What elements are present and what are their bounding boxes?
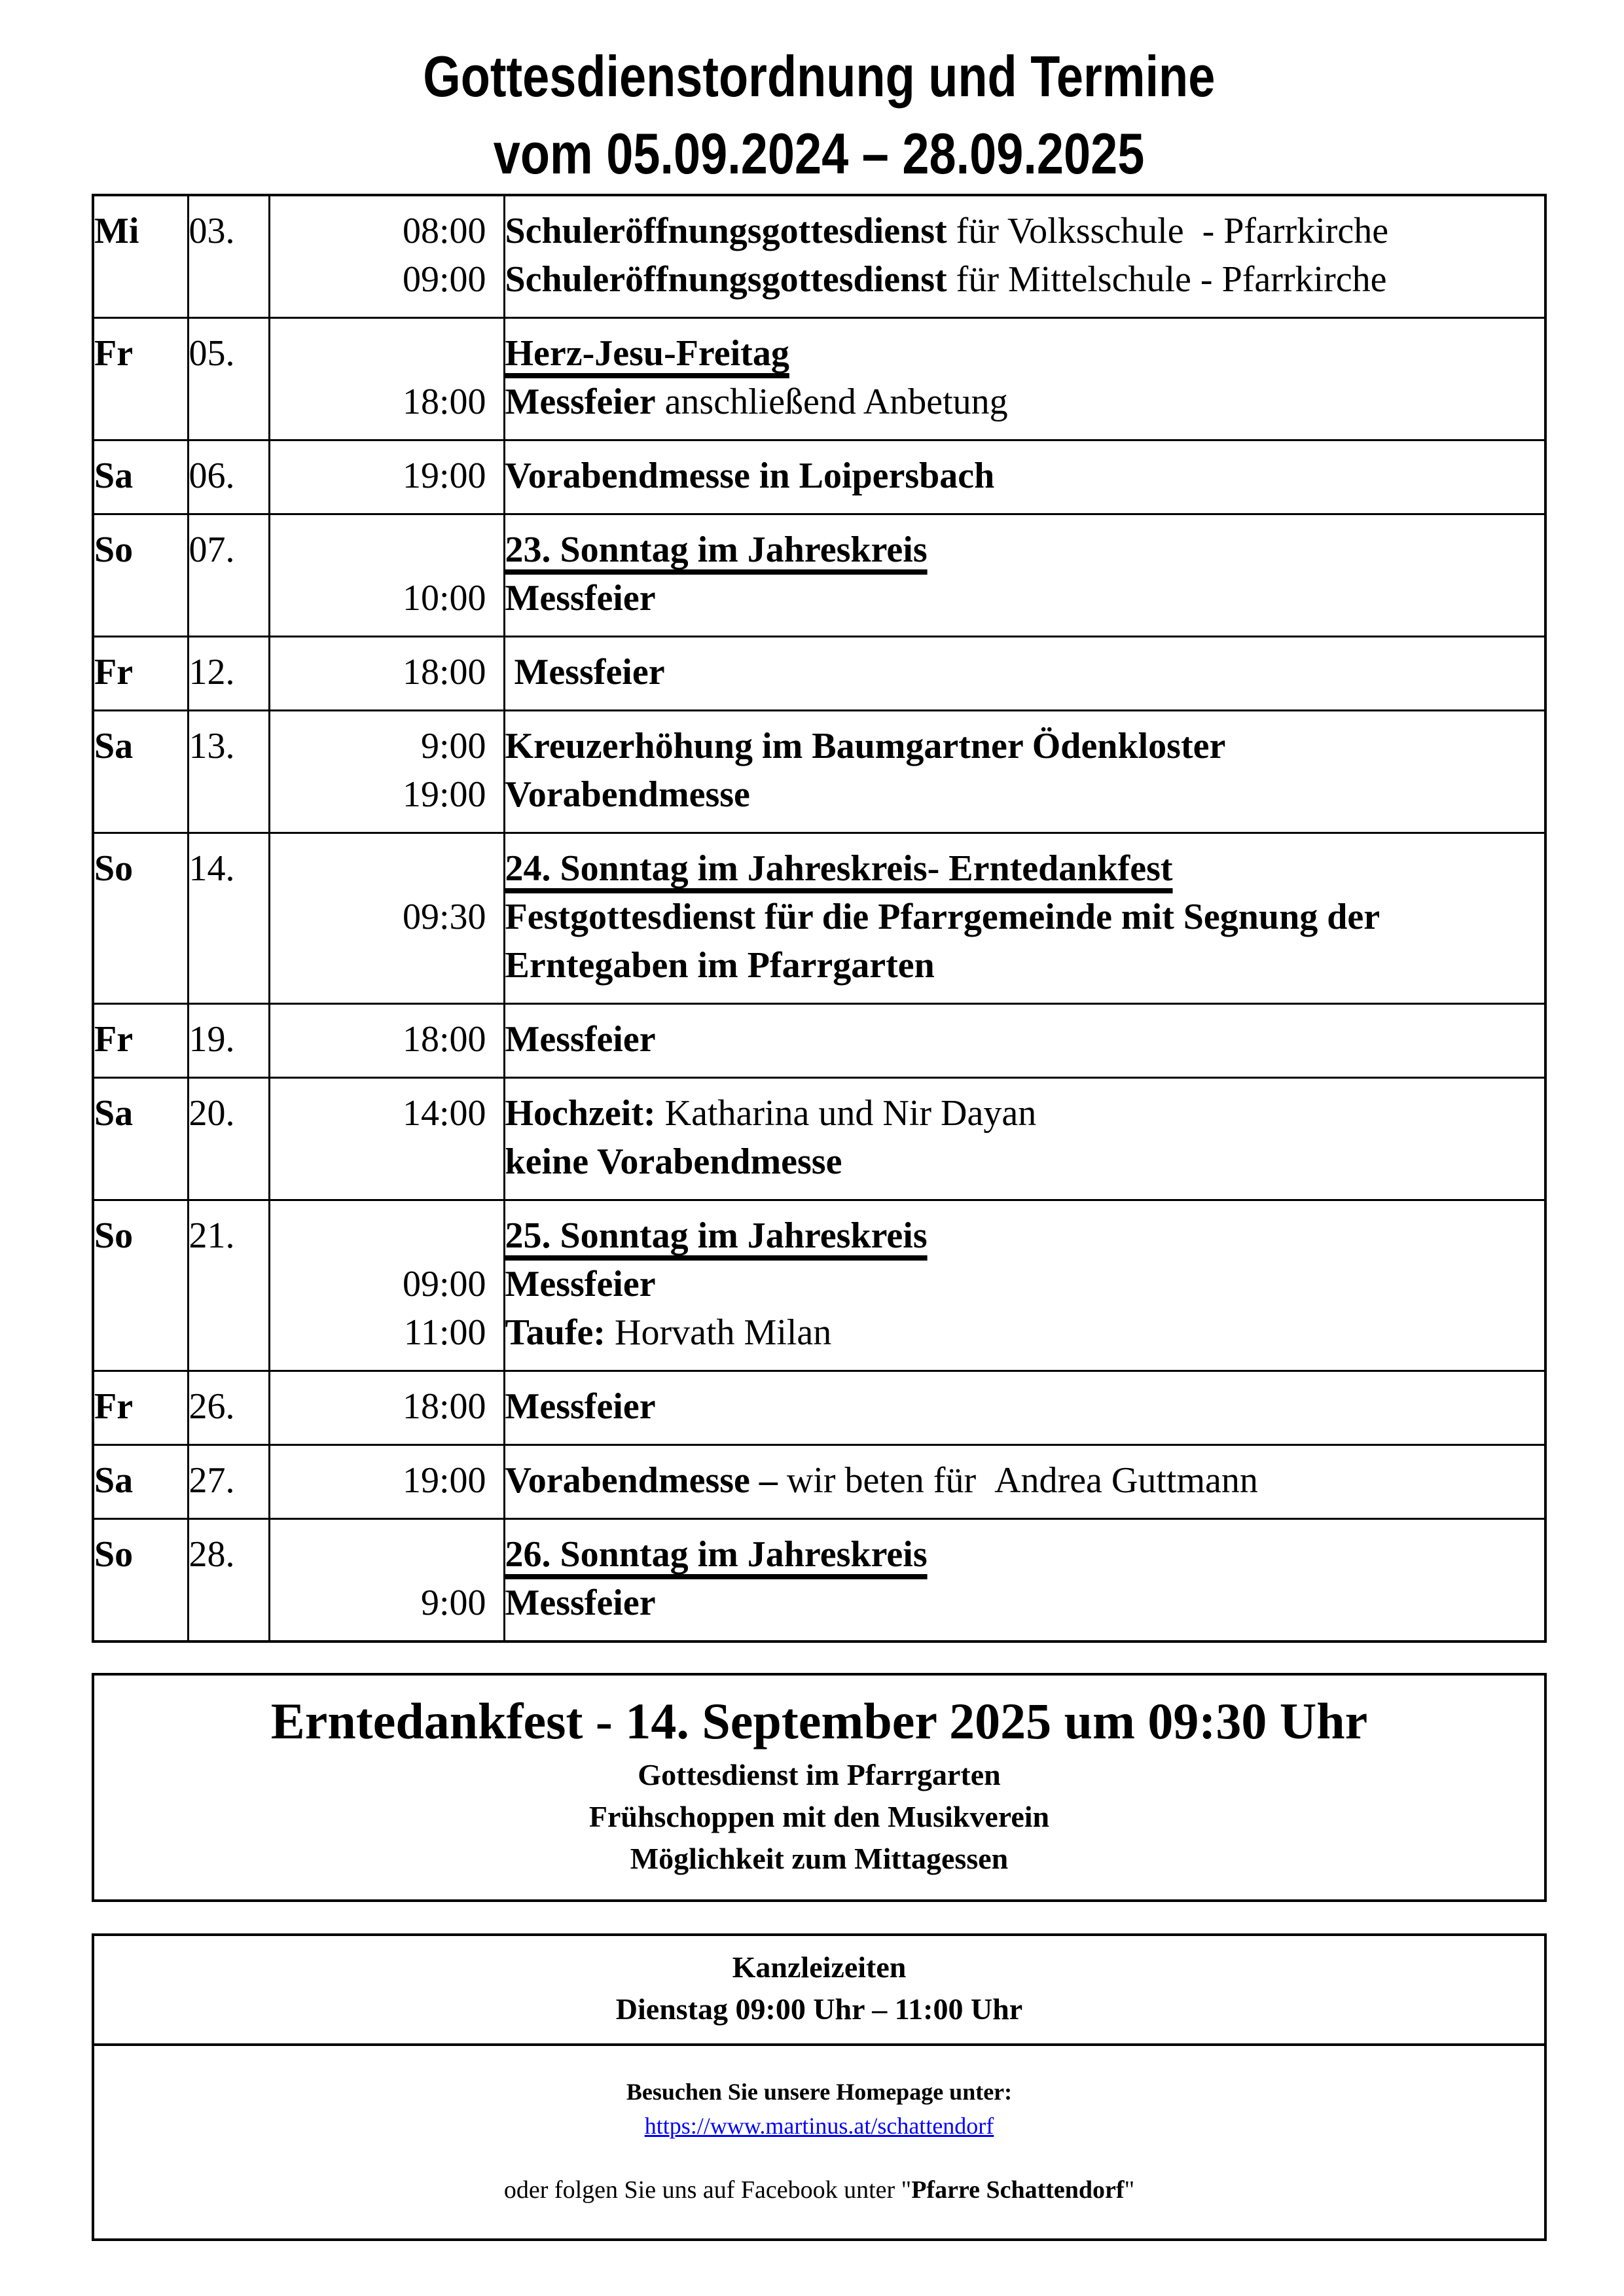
day-cell: Sa [93, 1445, 188, 1519]
erntedankfest-line: Frühschoppen mit den Musikverein [588, 1800, 1050, 1833]
time-value: 19:00 [402, 1460, 486, 1501]
event-line [505, 1579, 1545, 1627]
event-text-segment: Messfeier [505, 1583, 656, 1623]
table-row [93, 637, 1545, 711]
date-cell: 13. [188, 711, 269, 833]
date-cell: 06. [188, 440, 269, 514]
date-cell: 05. [188, 318, 269, 440]
time-value: 9:00 [420, 726, 486, 766]
event-text-segment: 25. Sonntag im Jahreskreis [505, 1215, 928, 1256]
time-value: 18:00 [402, 1019, 486, 1060]
event-line [505, 1260, 1545, 1308]
erntedankfest-box [92, 1673, 1547, 1902]
time-value [270, 1138, 503, 1186]
page-title [92, 42, 1547, 111]
event-text-segment: Messfeier [505, 1019, 656, 1060]
event-text-segment: für Volksschule - Pfarrkirche [947, 211, 1389, 251]
event-cell [504, 1445, 1545, 1519]
event-text-segment: Messfeier [505, 652, 665, 692]
day-cell: So [93, 833, 188, 1004]
time-value: 11:00 [404, 1312, 486, 1353]
time-value: 18:00 [402, 1386, 486, 1427]
day-cell: So [93, 1200, 188, 1371]
event-text-segment: Hochzeit: [505, 1093, 656, 1134]
date-cell: 03. [188, 195, 269, 318]
time-value: 09:00 [402, 1264, 486, 1304]
event-line [505, 1138, 1545, 1186]
table-row [93, 1445, 1545, 1519]
time-cell [269, 1371, 504, 1445]
time-cell [269, 711, 504, 833]
event-text-segment: 23. Sonntag im Jahreskreis [505, 529, 928, 570]
event-cell [504, 1371, 1545, 1445]
time-value [270, 526, 503, 574]
day-cell: Sa [93, 1078, 188, 1200]
event-line [505, 1530, 1545, 1579]
schedule-table [92, 194, 1547, 1643]
day-cell: Sa [93, 440, 188, 514]
event-text-segment: Horvath Milan [605, 1312, 832, 1353]
event-text-segment: Messfeier [505, 1264, 656, 1304]
date-cell: 12. [188, 637, 269, 711]
table-row [93, 318, 1545, 440]
event-text-segment: Schuleröffnungsgottesdienst [505, 259, 947, 300]
time-cell [269, 1004, 504, 1078]
day-cell: Mi [93, 195, 188, 318]
erntedankfest-line: Gottesdienst im Pfarrgarten [638, 1758, 1001, 1791]
homepage-link[interactable]: https://www.martinus.at/schattendorf [644, 2113, 994, 2139]
event-cell [504, 318, 1545, 440]
time-value: 08:00 [402, 211, 486, 251]
event-text-segment: wir beten für Andrea Guttmann [786, 1460, 1258, 1501]
time-value: 19:00 [402, 456, 486, 496]
day-cell: Fr [93, 318, 188, 440]
schedule-table-body [93, 195, 1545, 1641]
event-cell [504, 1200, 1545, 1371]
time-cell [269, 833, 504, 1004]
time-value [270, 1211, 503, 1260]
office-hours-title: Kanzleizeiten [732, 1950, 907, 1984]
event-line [505, 378, 1545, 426]
date-cell: 14. [188, 833, 269, 1004]
time-value: 10:00 [402, 578, 486, 619]
event-text-segment: für Mittelschule - Pfarrkirche [947, 259, 1387, 300]
event-text-segment: Schuleröffnungsgottesdienst [505, 211, 947, 251]
event-text-segment: Festgottesdienst für die Pfarrgemeinde mit Segnung der Erntegaben im Pfarrgarten [505, 897, 1380, 986]
table-row [93, 1200, 1545, 1371]
date-cell: 26. [188, 1371, 269, 1445]
event-line [505, 329, 1545, 378]
time-cell [269, 1200, 504, 1371]
time-value: 09:30 [402, 897, 486, 937]
homepage-intro: Besuchen Sie unsere Homepage unter: [626, 2079, 1013, 2105]
page-subtitle-text: vom 05.09.2024 – 28.09.2025 [494, 121, 1145, 186]
event-cell [504, 440, 1545, 514]
event-text-segment: keine Vorabendmesse [505, 1141, 842, 1182]
facebook-text-prefix: oder folgen Sie uns auf Facebook unter " [503, 2176, 912, 2204]
event-cell [504, 711, 1545, 833]
time-cell [269, 318, 504, 440]
date-cell: 28. [188, 1519, 269, 1642]
day-cell: So [93, 1519, 188, 1642]
event-line [505, 844, 1545, 893]
table-row [93, 1519, 1545, 1642]
table-row [93, 195, 1545, 318]
erntedankfest-line: Möglichkeit zum Mittagessen [630, 1842, 1009, 1875]
table-row [93, 1004, 1545, 1078]
event-text-segment: 26. Sonntag im Jahreskreis [505, 1534, 928, 1575]
time-value: 19:00 [402, 774, 486, 815]
facebook-line [94, 2173, 1544, 2207]
time-cell [269, 195, 504, 318]
event-line [505, 255, 1545, 304]
event-line [505, 574, 1545, 622]
event-line [505, 207, 1545, 255]
event-text-segment: Vorabendmesse – [505, 1460, 787, 1501]
time-value: 18:00 [402, 652, 486, 692]
event-line [505, 1382, 1545, 1431]
event-text-segment: Taufe: [505, 1312, 606, 1353]
event-text-segment: 24. Sonntag im Jahreskreis- Erntedankfest [505, 848, 1173, 889]
day-cell: So [93, 514, 188, 637]
time-cell [269, 637, 504, 711]
event-text-segment: Herz-Jesu-Freitag [505, 333, 789, 374]
erntedankfest-title: Erntedankfest - 14. September 2025 um 09:30 Uhr [270, 1693, 1368, 1749]
office-hours-section [94, 1936, 1544, 2046]
time-value: 18:00 [402, 382, 486, 422]
event-text-segment: Vorabendmesse in Loipersbach [505, 456, 995, 496]
table-row [93, 711, 1545, 833]
day-cell: Fr [93, 637, 188, 711]
time-value: 09:00 [402, 259, 486, 300]
table-row [93, 833, 1545, 1004]
date-cell: 20. [188, 1078, 269, 1200]
table-row [93, 514, 1545, 637]
time-value [270, 844, 503, 893]
event-cell [504, 514, 1545, 637]
event-line [505, 1308, 1545, 1357]
table-row [93, 1371, 1545, 1445]
time-cell [269, 440, 504, 514]
event-line [505, 1456, 1545, 1505]
date-cell: 27. [188, 1445, 269, 1519]
event-line [505, 526, 1545, 574]
event-cell [504, 195, 1545, 318]
office-hours-value: Dienstag 09:00 Uhr – 11:00 Uhr [615, 1992, 1023, 2026]
time-cell [269, 1078, 504, 1200]
facebook-page-name: Pfarre Schattendorf [911, 2176, 1125, 2204]
event-cell [504, 637, 1545, 711]
day-cell: Sa [93, 711, 188, 833]
event-line [505, 722, 1545, 770]
time-cell [269, 1519, 504, 1642]
event-cell [504, 1078, 1545, 1200]
homepage-link-line [94, 2109, 1544, 2143]
event-cell [504, 1004, 1545, 1078]
event-text-segment: Messfeier [505, 1386, 656, 1427]
table-row [93, 1078, 1545, 1200]
time-value [270, 1530, 503, 1579]
day-cell: Fr [93, 1004, 188, 1078]
page-subtitle [92, 119, 1547, 188]
spacer [94, 2143, 1544, 2173]
event-line [505, 452, 1545, 500]
page-title-text: Gottesdienstordnung und Termine [423, 44, 1216, 109]
event-text-segment: Vorabendmesse [505, 774, 750, 815]
event-text-segment: Messfeier [505, 382, 656, 422]
event-line [505, 770, 1545, 819]
event-line [505, 1211, 1545, 1260]
facebook-text-suffix: " [1124, 2176, 1135, 2204]
event-line [505, 1015, 1545, 1064]
event-cell [504, 1519, 1545, 1642]
time-cell [269, 1445, 504, 1519]
event-line [505, 893, 1545, 990]
time-value [270, 329, 503, 378]
event-text-segment: Katharina und Nir Dayan [655, 1093, 1037, 1134]
event-cell [504, 833, 1545, 1004]
homepage-section [94, 2046, 1544, 2238]
date-cell: 07. [188, 514, 269, 637]
day-cell: Fr [93, 1371, 188, 1445]
date-cell: 19. [188, 1004, 269, 1078]
office-hours-box [92, 1933, 1547, 2241]
table-row [93, 440, 1545, 514]
event-text-segment: Kreuzerhöhung im Baumgartner Ödenkloster [505, 726, 1226, 766]
time-cell [269, 514, 504, 637]
event-line [505, 1089, 1545, 1138]
event-line [505, 648, 1545, 696]
time-value: 9:00 [420, 1583, 486, 1623]
event-text-segment: Messfeier [505, 578, 656, 619]
date-cell: 21. [188, 1200, 269, 1371]
time-value: 14:00 [402, 1093, 486, 1134]
event-text-segment: anschließend Anbetung [655, 382, 1008, 422]
